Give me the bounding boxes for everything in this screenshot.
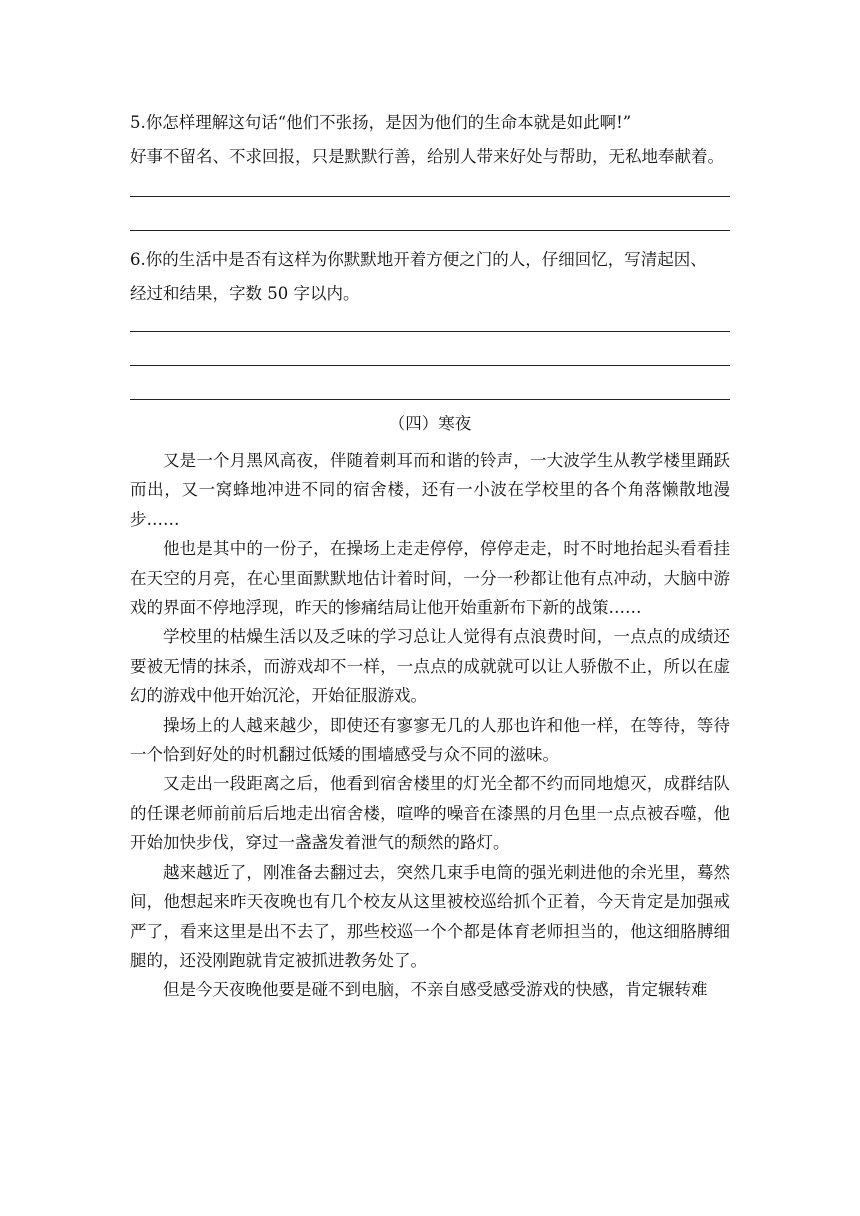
- story-body: [130, 446, 730, 1005]
- story-paragraph: 越来越近了，刚准备去翻过去，突然几束手电筒的强光刺进他的余光里，蓦然间，他想起来昨天夜晚也有几个校友从这里被校巡给抓个正着，今天肯定是加强戒严了，看来这里是出不去了，那些校巡一个个都是体育老师担当的，他这细胳膊细腿的，还没刚跑就肯定被抓进教务处了。: [130, 862, 730, 970]
- question-6-prompt-line-1: 6.你的生活中是否有这样为你默默地开着方便之门的人，仔细回忆，写清起因、: [130, 250, 707, 269]
- story-paragraph: 又走出一段距离之后，他看到宿舍楼里的灯光全都不约而同地熄灭，成群结队的任课老师前前后后地走出宿舍楼，喧哗的噪音在漆黑的月色里一点点被吞噬，他开始加快步伐，穿过一盏盏发着泄气的颓然的路灯。: [130, 774, 730, 853]
- answer-line[interactable]: [130, 399, 730, 400]
- answer-line[interactable]: [130, 230, 730, 231]
- story-paragraph: 学校里的枯燥生活以及乏味的学习总让人觉得有点浪费时间，一点点的成绩还要被无情的抹杀，而游戏却不一样，一点点的成就就可以让人骄傲不止，所以在虚幻的游戏中他开始沉沦，开始征服游戏。: [130, 627, 730, 706]
- answer-line[interactable]: [130, 331, 730, 332]
- answer-line[interactable]: [130, 365, 730, 366]
- story-paragraph: 他也是其中的一份子，在操场上走走停停，停停走走，时不时地抬起头看看挂在天空的月亮，在心里面默默地估计着时间，一分一秒都让他有点冲动，大脑中游戏的界面不停地浮现，昨天的惨痛结局让他开始重新布下新的战策……: [130, 539, 730, 618]
- story-paragraph: 但是今天夜晚他要是碰不到电脑，不亲自感受感受游戏的快感，肯定辗转难: [163, 980, 708, 1000]
- question-5-prompt: 5.你怎样理解这句话“他们不张扬，是因为他们的生命本就是如此啊!”: [130, 113, 632, 132]
- section-title: （四）寒夜: [388, 414, 472, 433]
- story-paragraph: 操场上的人越来越少，即使还有寥寥无几的人那也许和他一样，在等待，等待一个恰到好处的时机翻过低矮的围墙感受与众不同的滋味。: [130, 715, 730, 765]
- question-5-answer: 好事不留名、不求回报，只是默默行善，给别人带来好处与帮助，无私地奉献着。: [130, 147, 724, 166]
- story-paragraph: 又是一个月黑风高夜，伴随着刺耳而和谐的铃声，一大波学生从教学楼里踊跃而出，又一窝蜂地冲进不同的宿舍楼，还有一小波在学校里的各个角落懒散地漫步……: [130, 451, 730, 529]
- answer-line[interactable]: [130, 196, 730, 197]
- question-6-prompt-line-2: 经过和结果，字数 50 字以内。: [130, 284, 360, 303]
